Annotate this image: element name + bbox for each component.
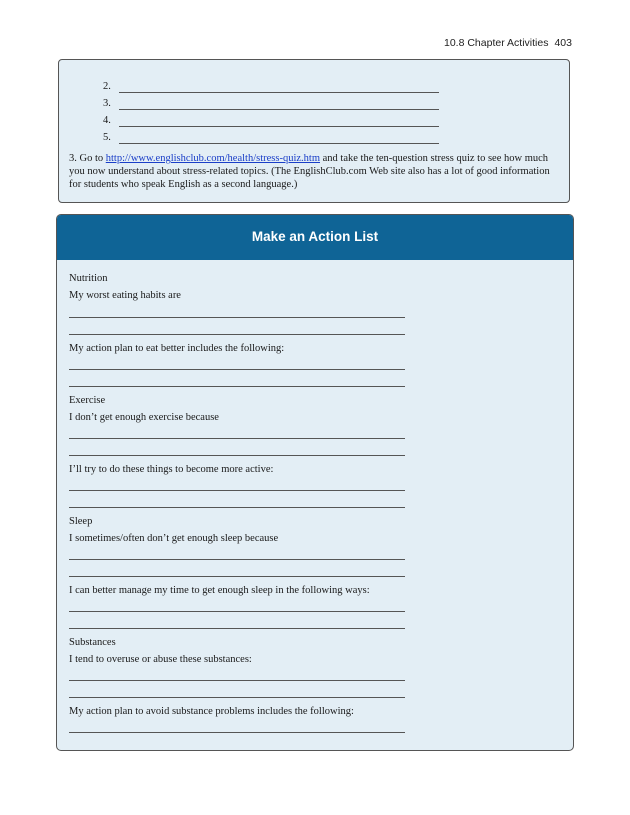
write-line[interactable] xyxy=(69,576,405,577)
write-line[interactable] xyxy=(69,334,405,335)
item-number: 5. xyxy=(103,132,111,143)
nutrition-heading: Nutrition xyxy=(69,273,108,284)
sleep-prompt-reason: I sometimes/often don’t get enough sleep because xyxy=(69,533,279,544)
item-number: 2. xyxy=(103,81,111,92)
question-3-prefix: 3. Go to xyxy=(69,153,106,164)
blank-line xyxy=(119,92,439,93)
substances-prompt-plan: My action plan to avoid substance problems includes the following: xyxy=(69,706,354,717)
nutrition-prompt-plan: My action plan to eat better includes the following: xyxy=(69,343,285,354)
chapter-label: 10.8 Chapter Activities xyxy=(443,37,549,49)
question-3-suffix: and take the ten-question stress quiz to see how much you now understand about stress-related topics. (The EnglishClub.com Web site also has a lot of good information for students who speak English as a second language.) xyxy=(69,153,550,190)
item-number: 3. xyxy=(103,98,111,109)
write-line[interactable] xyxy=(69,369,405,370)
question-3 xyxy=(69,152,557,191)
stress-quiz-link[interactable]: http://www.englishclub.com/health/stress-quiz.htm xyxy=(105,153,320,164)
write-line[interactable] xyxy=(69,732,405,733)
write-line[interactable] xyxy=(69,386,405,387)
write-line[interactable] xyxy=(69,317,405,318)
write-line[interactable] xyxy=(69,697,405,698)
write-line[interactable] xyxy=(69,680,405,681)
write-line[interactable] xyxy=(69,628,405,629)
substances-prompt-list: I tend to overuse or abuse these substances: xyxy=(69,654,252,665)
blank-line xyxy=(119,109,439,110)
action-list-title: Make an Action List xyxy=(251,229,379,244)
item-number: 4. xyxy=(103,115,111,126)
write-line[interactable] xyxy=(69,611,405,612)
exercise-prompt-plan: I’ll try to do these things to become more active: xyxy=(69,464,274,475)
action-list-header xyxy=(57,215,573,260)
write-line[interactable] xyxy=(69,455,405,456)
nutrition-prompt-habits: My worst eating habits are xyxy=(69,290,181,301)
blank-line xyxy=(119,126,439,127)
exercise-heading: Exercise xyxy=(69,395,106,406)
write-line[interactable] xyxy=(69,438,405,439)
running-head xyxy=(444,37,572,49)
write-line[interactable] xyxy=(69,490,405,491)
sleep-prompt-plan: I can better manage my time to get enough sleep in the following ways: xyxy=(69,585,370,596)
exercise-prompt-reason: I don’t get enough exercise because xyxy=(69,412,219,423)
page-number: 403 xyxy=(554,37,572,49)
write-line[interactable] xyxy=(69,507,405,508)
blank-line xyxy=(119,143,439,144)
action-list-box xyxy=(56,214,574,751)
substances-heading: Substances xyxy=(69,637,116,648)
write-line[interactable] xyxy=(69,559,405,560)
sleep-heading: Sleep xyxy=(69,516,93,527)
answer-list-box xyxy=(58,59,570,203)
